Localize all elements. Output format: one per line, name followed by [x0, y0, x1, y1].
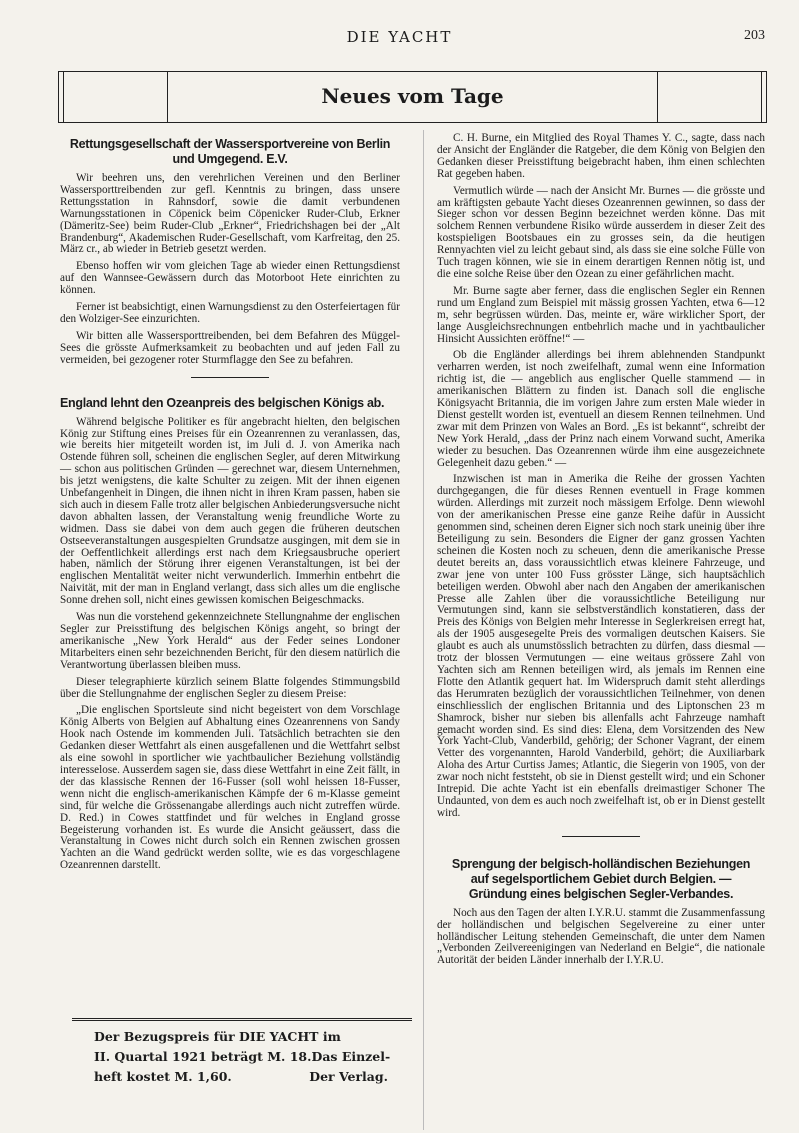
banner-rule-right-outer [761, 72, 762, 122]
notice-line [94, 1027, 388, 1047]
section-banner [58, 71, 767, 123]
notice-line [94, 1067, 388, 1087]
article-rettungsgesellschaft-title: Rettungsgesellschaft der Wassersportvereine von Berlin und Umgegend. E.V. [69, 137, 391, 166]
notice-line [94, 1047, 391, 1067]
article-paragraph: C. H. Burne, ein Mitglied des Royal Thames Y. C., sagte, dass nach der Ansicht der Engländer die Ratgeber, die dem König von Belgien den Gedanken dieser Preisstiftung beigebracht haben, ihm einen schlechten Rat gegeben haben. [437, 132, 765, 180]
column-separator [423, 130, 424, 1130]
article-paragraph: Ob die Engländer allerdings bei ihrem ablehnenden Standpunkt verharren werden, ist noch zweifelhaft, zumal wenn eine Information richtig ist, die — angeblich aus englischer Quelle stammend — in amerikanischen Blättern zu finden ist. Danach soll die englische Königsyacht Britannia, die im vorigen Jahre zum ersten Male wieder in Dienst gestellt worden ist, eventuell an diesem Rennen teilnehmen. Und zwar mit dem Prinzen von Wales an Bord. „Es ist bekannt“, schreibt der New York Herald, „dass der Prinz nach einem Vorwand sucht, Amerika wieder zu besuchen. Das Ozeanrennen würde ihm eine ausgezeichnete Gelegenheit dazu geben.“ — [437, 349, 765, 469]
subscription-notice [94, 1027, 391, 1087]
article-paragraph: Vermutlich würde — nach der Ansicht Mr. Burnes — die grösste und am kräftigsten gebaute Yacht dieses Ozeanrennen gewinnen, so dass der Sieger schon vor dessen Beginn bezeichnet werden könne. Das mit solchem Rennen verbundene Risiko würde ausserdem in dieser Zeit des kostspieligen Bootsbaues ein zu grosses sein, da die heutigen Rennyachten viel zu leicht gebaut sind, als dass sie eine solche Fülle von Tuch tragen können, wie sie in einem derartigen Rennen nötig ist, und die eine solche Reise über den Ozean zu einer gefährlichen macht. [437, 184, 765, 280]
notice-text: Das Einzel- [311, 1049, 391, 1064]
article-paragraph: Was nun die vorstehend gekennzeichnete Stellungnahme der englischen Segler zur Preisstiftung des belgischen Königs angeht, so bringt der amerikanische „New York Herald“ aus der Feder seines Londoner Mitarbeiters einen sehr bezeichnenden Bericht, für den diesem natürlich die Verantwortung überlassen bleiben muss. [60, 611, 400, 671]
article-paragraph: Wir beehren uns, den verehrlichen Vereinen und den Berliner Wassersporttreibenden zur gefl. Kenntnis zu bringen, dass unsere Rettungsstation in Rahnsdorf, sowie die damit verbundenen Warnungsstationen in Cöpenick beim Cöpenicker Ruder-Club, Erkner (Dämeritz-See) beim Ruder-Club „Erkner“, Friedrichshagen bei der „Alt Brandenburg“, Akademischen Ruder-Gesellschaft, vom Karfreitag, den 25. März cr., ab wieder in Betrieb gesetzt werden. [60, 172, 400, 256]
banner-rule-right-inner [657, 72, 658, 122]
article-paragraph: Wir bitten alle Wassersporttreibenden, bei dem Befahren des Müggel-Sees die grösste Aufmerksamkeit zu beobachten und auf jeden Fall zu vermeiden, bei gezogener roter Sturmflagge den See zu befahren. [60, 329, 400, 366]
article-paragraph: Ferner ist beabsichtigt, einen Warnungsdienst zu den Osterfeiertagen für den Wolziger-See einzurichten. [60, 301, 400, 325]
banner-rule-left-inner [167, 72, 168, 122]
banner-rule-left-outer [63, 72, 64, 122]
section-title: Neues vom Tage [321, 84, 504, 108]
article-paragraph: Dieser telegraphierte kürzlich seinem Blatte folgendes Stimmungsbild über die Stellungnahme der englischen Segler zu diesem Preise: [60, 675, 400, 700]
article-paragraph: Während belgische Politiker es für angebracht hielten, den belgischen König zur Stiftung eines Preises für ein Ozeanrennen zu veranlassen, das, wie bereits hier mitgeteilt worden ist, im Juli d. J. von Amerika nach Ostende führen soll, scheinen die englischen Segler, auf deren Mitwirkung — schon aus politischen Gründen — gerechnet war, diesem Unternehmen, bis jetzt wenigstens, die kalte Schulter zu zeigen. Mit der ihnen eigenen Unbefangenheit in Dingen, die ihnen nicht in ihren Kram passen, haben sie sich auch in diesem Falle trotz aller belgischen Anbiederungsversuche nicht davon abhalten lassen, der Veranstaltung wenig freundliche Worte zu widmen. Dass sie dabei von dem auch gegen die früheren deutschen Ostseeveranstaltungen ausgespielten Grundsatze ausgingen, mit dem sie in der Oeffentlichkeit allerdings erst nach dem Kriegsausbruche operiert haben, nämlich der Störung ihrer eigenen Veranstaltungen, ist bei der englischen Mentalität weiter nicht verwunderlich. Immerhin entbehrt die Naivität, mit der man in England verlangt, dass sich alles um die englische Sonne drehen soll, nicht eines gewissen komischen Beigeschmacks. [60, 415, 400, 607]
article-paragraph: Mr. Burne sagte aber ferner, dass die englischen Segler ein Rennen rund um England zum Beispiel mit mässig grossen Yachten, etwa 6—12 m, sehr begrüssen würden. Das, meinte er, wäre wirklicher Sport, der lange Ausgleichsrechnungen entbehrlich mache und in yachtbaulicher Hinsicht Aussichten eröffne!“ — [437, 284, 765, 345]
notice-text: II. Quartal 1921 beträgt M. 18. [94, 1049, 312, 1064]
article-divider [562, 836, 640, 837]
running-header-title: DIE YACHT [346, 28, 453, 46]
notice-text: Der Bezugspreis für DIE YACHT im [94, 1029, 341, 1044]
left-column [60, 137, 400, 877]
article-divider [191, 377, 269, 378]
page-number: 203 [744, 28, 765, 43]
notice-publisher: Der Verlag. [309, 1069, 388, 1084]
article-paragraph: Ebenso hoffen wir vom gleichen Tage ab wieder einen Rettungsdienst auf den Wannsee-Gewässern durch das Motorboot Hete einrichten zu können. [60, 260, 400, 297]
article-paragraph: Inzwischen ist man in Amerika die Reihe der grossen Yachten durchgegangen, die für dieses Rennen eventuell in Frage kommen würden. Allerdings mit zurzeit noch mässigem Erfolge. Denn wiewohl von der amerikanischen Presse eine ganze Reihe dafür in Aussicht genommen sind, scheinen deren Eigner sich noch stark uneinig über ihre Beteiligung zu sein. Besonders die Eigner der ganz grossen Yachten scheinen die Kosten noch zu scheuen, denn die amerikanische Presse deutet bereits an, dass voraussichtlich etwas kleinere Fahrzeuge, und zwar jene von unter 100 Fuss grösster Länge, sich hauptsächlich beteiligen werden. Obwohl aber nach den Angaben der amerikanischen Presse alle Zahlen über die voraussichtliche Beteiligung nur Vermutungen sind, kann sie selbstverständlich konstatieren, dass der Preis des Königs von Belgien mehr Interesse in Seglerkreisen erregt hat, als der 1905 ausgesegelte Preis des vormaligen deutschen Kaisers. Sie glaubt es auch als unumstösslich betrachten zu dürfen, dass diesmal — trotz der blossen Vermutungen — eine weitaus grössere Zahl von Yachten sich am Rennen beteiligen wird, als jemals im Rennen eine Flotte den Atlantik gequert hat. Im Widerspruch damit steht allerdings das Herumraten bezüglich der voraussichtlichen Teilnehmer, von denen einschliesslich der englischen Britannia und des Liptonschen 23 m Shamrock, bisher nur sieben bis allenfalls acht Fahrzeuge namhaft gemacht worden sind. Es sind dies: Elena, dem Vorsitzenden des New York Yacht-Club, Vanderbild, gehörig; der Schoner Vagrant, der einem Vetter des vorgenannten, Harold Vanderbild, gehört; die Auxiliarbark Aloha des Artur Curtiss James; Atlantic, die Siegerin von 1905, von der zwar noch nicht feststeht, ob sie in Dienst gestellt wird; und ein Schoner Intrepid. Die achte Yacht ist ein ebenfalls dreimastiger Schoner The Undaunted, von dem es auch noch zweifelhaft ist, ob er in Dienst gestellt wird. [437, 473, 765, 819]
article-england-title: England lehnt den Ozeanpreis des belgischen Königs ab. [60, 395, 385, 410]
notice-rule [72, 1018, 412, 1021]
article-paragraph: „Die englischen Sportsleute sind nicht begeistert von dem Vorschlage König Alberts von Belgien auf Abhaltung eines Ozeanrennens von Sandy Hook nach Ostende im kommenden Juli. Tatsächlich betrachten sie den Gedanken dieser Wettfahrt als einen ausgefallenen und die Wettfahrt selbst als eine sowohl in sportlicher wie yachtbaulicher Beziehung vollständig interesselose. Ausserdem sagen sie, dass diese Wettfahrt in eine Zeit fällt, in der das klassische Rennen der 16-Fusser (soll wohl heissen 18-Fusser, wenn nicht die englisch-amerikanischen Kämpfe der 6 m-Klasse gemeint sind, für welche die Grössenangabe allerdings auch nicht zutreffen würde. D. Red.) in Cowes stattfindet und für welches in England grosse Begeisterung vorhanden ist. Es wurde die Ansicht geäussert, dass die Veranstaltung in Cowes nicht durch solch ein Rennen zwischen grossen Yachten an die Wand gedrückt werden sollte, wie es das vorgeschlagene Ozeanrennen darstellt. [60, 704, 401, 872]
article-sprengung-title: Sprengung der belgisch-holländischen Beziehungen auf segelsportlichem Gebiet durch Belgien. — Gründung eines belgischen Segler-Verbandes. [451, 856, 751, 901]
notice-text: heft kostet M. 1,60. [94, 1069, 232, 1084]
article-paragraph: Noch aus den Tagen der alten I.Y.R.U. stammt die Zusammenfassung der holländischen und belgischen Segelvereine zu einer unter holländischer Leitung stehenden Gemeinschaft, die unter dem Namen „Verbonden Zeilvereenigingen van Nederland en Belgie“, die nationale Autorität der beiden Länder innerhalb der I.Y.R.U. [437, 906, 765, 967]
right-column [437, 133, 765, 972]
